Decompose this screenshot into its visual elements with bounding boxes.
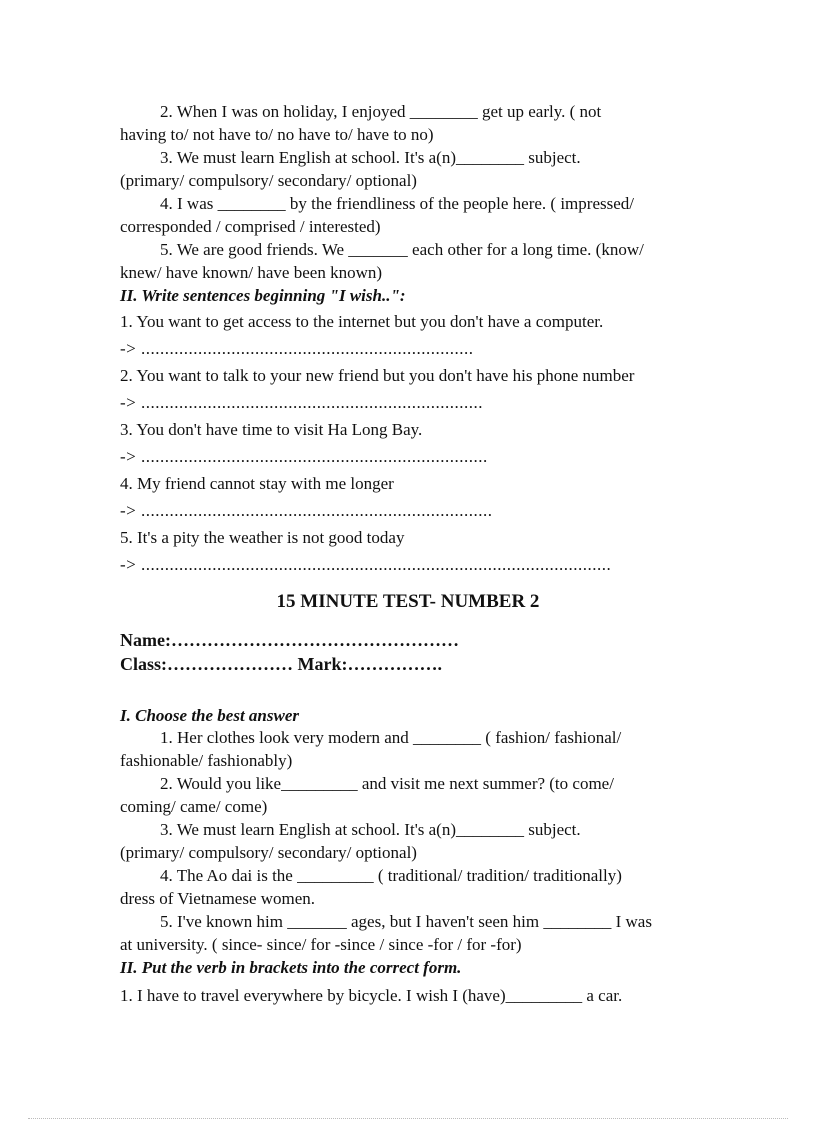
question-options: (primary/ compulsory/ secondary/ optional) bbox=[120, 171, 417, 190]
question-options: at university. ( since- since/ for -since / since -for / for -for) bbox=[120, 935, 522, 954]
question-item bbox=[120, 192, 696, 238]
question-text: 4. I was ________ by the friendliness of the people here. ( impressed/ bbox=[160, 194, 634, 213]
question-item bbox=[120, 910, 696, 956]
question-item bbox=[120, 100, 696, 146]
question-item bbox=[120, 238, 696, 284]
question-options: (primary/ compulsory/ secondary/ optional) bbox=[120, 843, 417, 862]
wish-item bbox=[120, 362, 696, 416]
question-text: 5. We are good friends. We _______ each other for a long time. (know/ bbox=[160, 240, 644, 259]
answer-line: -> ......................................................................... bbox=[120, 447, 488, 466]
question-options: coming/ came/ come) bbox=[120, 797, 268, 816]
question-text: 3. We must learn English at school. It's a(n)________ subject. bbox=[160, 148, 581, 167]
wish-item bbox=[120, 470, 696, 524]
question-text: 2. When I was on holiday, I enjoyed ________ get up early. ( not bbox=[160, 102, 602, 121]
wish-item bbox=[120, 524, 696, 578]
question-text: 1. Her clothes look very modern and ________ ( fashion/ fashional/ bbox=[160, 728, 622, 747]
question-text: 4. The Ao dai is the _________ ( traditional/ tradition/ traditionally) bbox=[160, 866, 622, 885]
worksheet-page bbox=[120, 100, 696, 1009]
answer-line: -> ........................................................................ bbox=[120, 393, 483, 412]
section-heading: II. Put the verb in brackets into the correct form. bbox=[120, 958, 462, 977]
section-heading: I. Choose the best answer bbox=[120, 706, 299, 725]
wish-question: 2. You want to talk to your new friend but you don't have his phone number bbox=[120, 366, 635, 385]
question-item bbox=[120, 864, 696, 910]
spacer bbox=[120, 676, 696, 706]
question-item bbox=[120, 726, 696, 772]
test-title: 15 MINUTE TEST- NUMBER 2 bbox=[276, 591, 540, 612]
answer-line: -> ................................................................................................... bbox=[120, 555, 612, 574]
question-options: dress of Vietnamese women. bbox=[120, 889, 316, 908]
question-item bbox=[120, 146, 696, 192]
wish-question: 1. You want to get access to the internet but you don't have a computer. bbox=[120, 312, 604, 331]
wish-question: 3. You don't have time to visit Ha Long Bay. bbox=[120, 420, 423, 439]
question-text: 2. Would you like_________ and visit me next summer? (to come/ bbox=[160, 774, 614, 793]
question-text: 5. I've known him _______ ages, but I haven't seen him ________ I was bbox=[160, 912, 652, 931]
answer-line: -> ...................................................................... bbox=[120, 339, 474, 358]
question-item bbox=[120, 772, 696, 818]
class-mark-line: Class:………………… Mark:……………. bbox=[120, 654, 442, 674]
name-line: Name:………………………………………… bbox=[120, 630, 459, 650]
question-item bbox=[120, 818, 696, 864]
question-text: 3. We must learn English at school. It's a(n)________ subject. bbox=[160, 820, 581, 839]
question-text: 1. I have to travel everywhere by bicycle. I wish I (have)_________ a car. bbox=[120, 986, 623, 1005]
wish-question: 4. My friend cannot stay with me longer bbox=[120, 474, 394, 493]
question-options: having to/ not have to/ no have to/ have to no) bbox=[120, 125, 434, 144]
wish-item bbox=[120, 416, 696, 470]
question-options: knew/ have known/ have been known) bbox=[120, 263, 383, 282]
answer-line: -> .......................................................................... bbox=[120, 501, 493, 520]
page-border-line bbox=[28, 1118, 788, 1119]
question-options: corresponded / comprised / interested) bbox=[120, 217, 381, 236]
wish-question: 5. It's a pity the weather is not good today bbox=[120, 528, 405, 547]
section-heading: II. Write sentences beginning "I wish..": bbox=[120, 286, 406, 305]
question-options: fashionable/ fashionably) bbox=[120, 751, 293, 770]
wish-item bbox=[120, 308, 696, 362]
